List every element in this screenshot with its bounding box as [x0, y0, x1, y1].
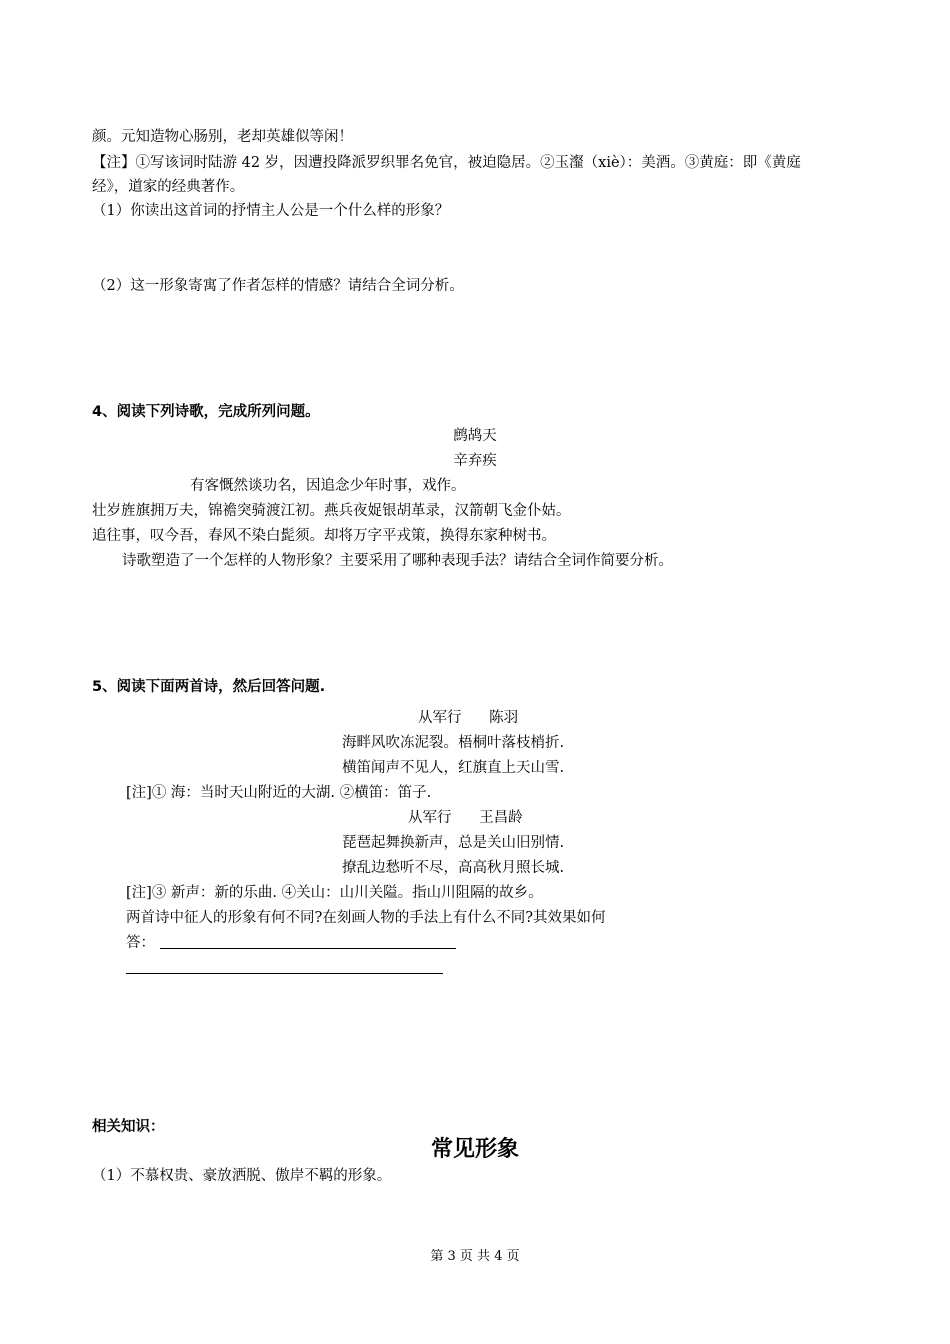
- q5-poem2-line-2: 撩乱边愁听不尽，高高秋月照长城.: [342, 860, 565, 876]
- q5-heading: 5、阅读下面两首诗，然后回答问题.: [92, 679, 326, 695]
- q4-poem-preface: 有客慨然谈功名，因追念少年时事，戏作。: [190, 478, 466, 494]
- q5-answer-line-1[interactable]: [160, 948, 456, 949]
- q5-poem2-title: 从军行 王昌龄: [408, 810, 523, 826]
- q5-question: 两首诗中征人的形象有何不同?在刻画人物的手法上有什么不同?其效果如何: [126, 910, 606, 926]
- q5-poem2-line-1: 琵琶起舞换新声，总是关山旧别情.: [342, 835, 565, 851]
- q5-note-1: [注]① 海：当时天山附近的大湖. ②横笛：笛子.: [126, 785, 432, 801]
- q5-note-2: [注]③ 新声：新的乐曲. ④关山：山川关隘。指山川阻隔的故乡。: [126, 885, 543, 901]
- q3-poem-line: 颜。元知造物心肠别，老却英雄似等闲！: [92, 129, 353, 145]
- q4-poem-author: 辛弃疾: [453, 453, 497, 469]
- q5-answer-label: 答：: [126, 935, 155, 951]
- q3-note-line-2: 经》，道家的经典著作。: [92, 179, 245, 195]
- q5-poem1-line-2: 横笛闻声不见人，红旗直上天山雪.: [342, 760, 565, 776]
- q5-answer-line-2[interactable]: [126, 973, 443, 974]
- q5-poem1-title: 从军行 陈羽: [418, 710, 519, 726]
- related-heading: 相关知识：: [92, 1119, 165, 1135]
- q5-poem1-line-1: 海畔风吹冻泥裂。梧桐叶落枝梢折.: [342, 735, 565, 751]
- related-item-1: （1）不慕权贵、豪放洒脱、傲岸不羁的形象。: [92, 1168, 392, 1184]
- q4-poem-verse-1: 壮岁旌旗拥万夫，锦襜突骑渡江初。燕兵夜娖银胡革录，汉箭朝飞金仆姑。: [92, 503, 571, 519]
- q4-question: 诗歌塑造了一个怎样的人物形象？主要采用了哪种表现手法？请结合全词作简要分析。: [122, 553, 673, 569]
- q4-poem-verse-2: 追往事，叹今吾，春风不染白髭须。却将万字平戎策，换得东家种树书。: [92, 528, 556, 544]
- page-footer: 第 3 页 共 4 页: [430, 1249, 520, 1264]
- related-title: 常见形象: [430, 1137, 519, 1162]
- q4-poem-title: 鹧鸪天: [453, 428, 497, 444]
- q3-subquestion-2: （2）这一形象寄寓了作者怎样的情感？请结合全词分析。: [92, 278, 464, 294]
- q3-subquestion-1: （1）你读出这首词的抒情主人公是一个什么样的形象？: [92, 203, 450, 219]
- q4-heading: 4、阅读下列诗歌，完成所列问题。: [92, 404, 320, 420]
- q3-note-line-1: 【注】①写该词时陆游 42 岁，因遭投降派罗织罪名免官，被迫隐居。②玉瀣（xiè）：美酒。③黄庭：即《黄庭: [92, 155, 801, 171]
